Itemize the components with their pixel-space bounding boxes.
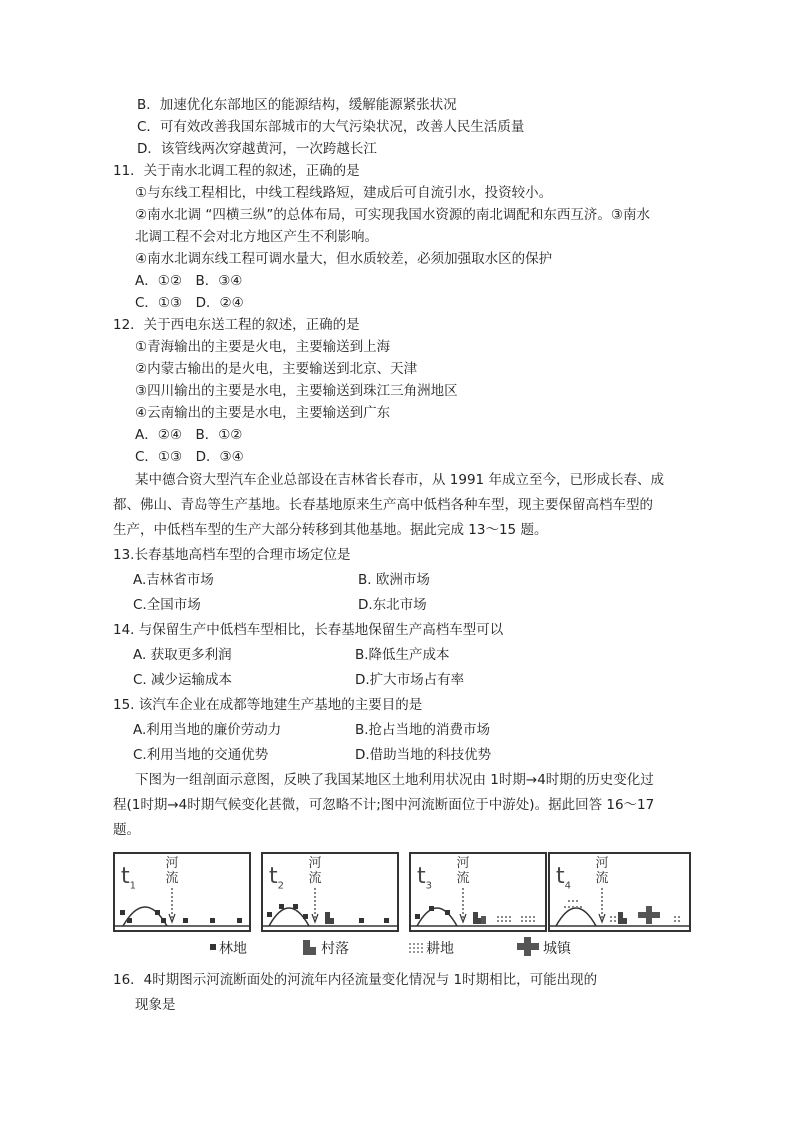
option-13b: B. 欧洲市场 [358,572,430,588]
question-16: 16．4时期图示河流断面处的河流年内径流量变化情况与 1时期相比，可能出现的 [113,972,598,988]
village-legend-icon [302,938,320,956]
statement-11-2: ②南水北调 “四横三纵”的总体布局，可实现我国水资源的南北调配和东西互济。③南水 [135,207,650,223]
passage-line-2: 都、佛山、青岛等生产基地。长春基地原来生产高中低档各种车型，现主要保留高档车型的 [113,497,653,513]
figure-intro-3: 题。 [113,822,140,838]
option-15c: C.利用当地的交通优势 [133,747,269,763]
option-10d: D．该管线两次穿越黄河，一次跨越长江 [137,141,377,157]
option-14c: C. 减少运输成本 [133,672,233,688]
statement-11-1: ①与东线工程相比，中线工程线路短，建成后可自流引水，投资较小。 [135,185,553,201]
statement-12-1: ①青海输出的主要是火电，主要输送到上海 [135,339,391,355]
statement-11-3: 北调工程不会对北方地区产生不利影响。 [135,229,378,245]
question-11: 11．关于南水北调工程的叙述，正确的是 [113,163,360,179]
legend-town: 城镇 [543,941,571,957]
legend-farmland: 耕地 [426,941,454,957]
profile-drawing [550,854,689,930]
profile-drawing [115,854,249,930]
profile-drawing [411,854,545,930]
river-label: 河流 [456,856,470,886]
figure-intro-2: 程(1时期→4时期气候变化甚微，可忽略不计;图中河流断面位于中游处)。据此回答 16～17 [113,797,655,813]
figure-intro-1: 下图为一组剖面示意图，反映了我国某地区土地利用状况由 1时期→4时期的历史变化过 [135,772,654,788]
period-label-t1: $t_1$ [121,864,137,892]
option-13d: D.东北市场 [358,597,427,613]
forest-legend-icon [210,944,216,950]
options-12-cd: C．①③ D．③④ [135,449,244,465]
question-12: 12．关于西电东送工程的叙述，正确的是 [113,317,360,333]
option-13c: C.全国市场 [133,597,201,613]
options-11-ab: A．①② B．③④ [135,273,243,289]
option-14d: D.扩大市场占有率 [355,672,465,688]
option-10b: B．加速优化东部地区的能源结构，缓解能源紧张状况 [137,97,457,113]
panel-t2 [261,852,399,932]
passage-line-3: 生产，中低档车型的生产大部分转移到其他基地。据此完成 13～15 题。 [113,522,548,538]
land-use-profile-figure [113,852,691,934]
panel-t4 [548,852,691,932]
option-15b: B.抢占当地的消费市场 [355,722,491,738]
question-13: 13.长春基地高档车型的合理市场定位是 [113,547,351,563]
legend-forest: 林地 [219,941,247,957]
period-label-t2: $t_2$ [269,864,285,892]
option-15d: D.借助当地的科技优势 [355,747,492,763]
period-label-t4: $t_4$ [556,864,572,892]
option-14b: B.降低生产成本 [355,647,450,663]
option-10c: C．可有效改善我国东部城市的大气污染状况，改善人民生活质量 [137,119,525,135]
options-11-cd: C．①③ D．②④ [135,295,244,311]
options-12-ab: A．②④ B．①② [135,427,243,443]
river-label: 河流 [308,856,322,886]
panel-t3 [409,852,547,932]
profile-drawing [263,854,397,930]
statement-12-3: ③四川输出的主要是水电，主要输送到珠江三角洲地区 [135,383,458,399]
legend-village: 村落 [321,941,349,957]
option-14a: A. 获取更多利润 [133,647,232,663]
option-13a: A.吉林省市场 [133,572,214,588]
river-label: 河流 [165,856,179,886]
option-15a: A.利用当地的廉价劳动力 [133,722,282,738]
statement-11-4: ④南水北调东线工程可调水量大，但水质较差，必须加强取水区的保护 [135,251,553,267]
panel-t1 [113,852,251,932]
question-16-cont: 现象是 [135,997,176,1013]
river-label: 河流 [595,856,609,886]
farmland-legend-icon [408,942,424,954]
town-legend-icon [516,936,540,956]
statement-12-4: ④云南输出的主要是水电，主要输送到广东 [135,405,391,421]
passage-line-1: 某中德合资大型汽车企业总部设在吉林省长春市，从 1991 年成立至今，已形成长春、成 [135,472,664,488]
question-14: 14. 与保留生产中低档车型相比，长春基地保留生产高档车型可以 [113,622,504,638]
period-label-t3: $t_3$ [417,864,433,892]
statement-12-2: ②内蒙古输出的是火电，主要输送到北京、天津 [135,361,418,377]
question-15: 15. 该汽车企业在成都等地建生产基地的主要目的是 [113,697,423,713]
